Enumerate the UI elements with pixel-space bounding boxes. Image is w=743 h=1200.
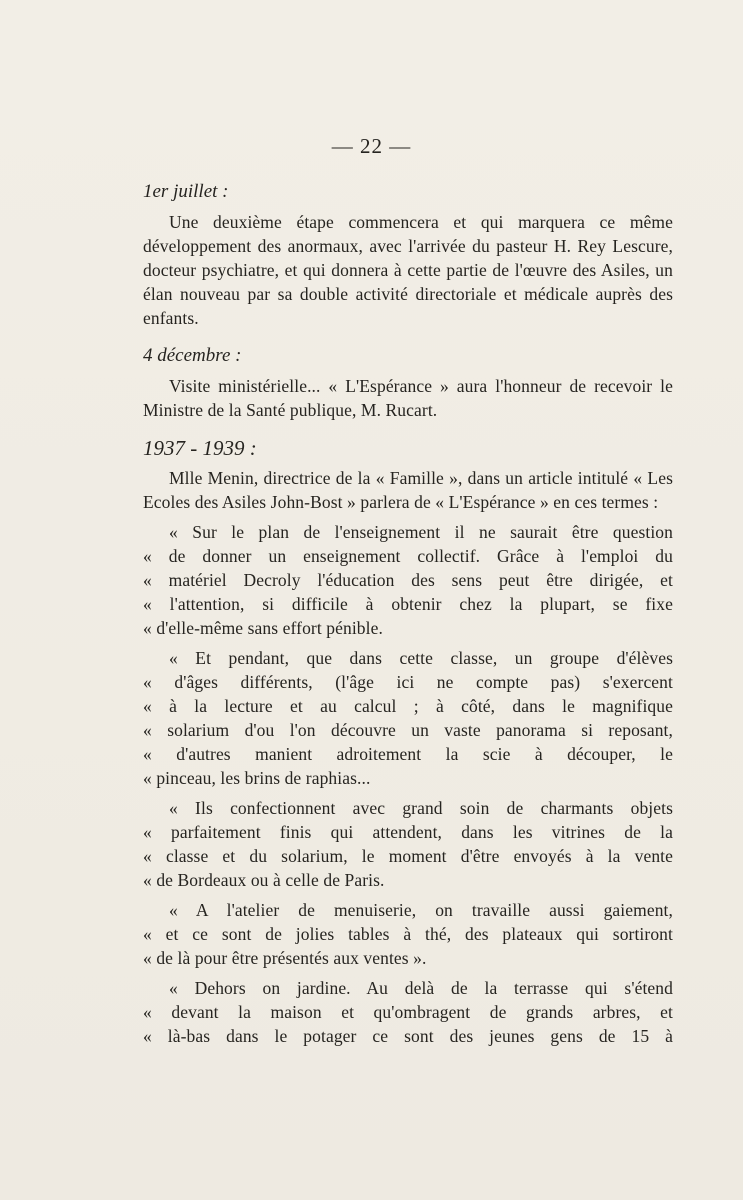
section-juillet	[143, 180, 673, 330]
quote-line: « Sur le plan de l'enseignement il ne saurait être question	[169, 522, 673, 542]
quote-line: « Dehors on jardine. Au delà de la terrasse qui s'étend	[169, 978, 673, 998]
quote-line: « devant la maison et qu'ombragent de grands arbres, et	[143, 1002, 673, 1022]
section-paragraph: Visite ministérielle... « L'Espérance » aura l'honneur de recevoir le Ministre de la Santé publique, M. Rucart.	[143, 376, 673, 420]
quote-line: « Ils confectionnent avec grand soin de charmants objets	[169, 798, 673, 818]
quote-line: « d'âges différents, (l'âge ici ne compte pas) s'exercent	[143, 672, 673, 692]
quote-paragraph	[143, 520, 673, 640]
section-decembre	[143, 344, 673, 422]
quote-line: « de Bordeaux ou à celle de Paris.	[143, 870, 385, 890]
section-heading: 1937 - 1939 :	[143, 436, 257, 460]
quote-line: « matériel Decroly l'éducation des sens peut être dirigée, et	[143, 570, 673, 590]
quote-line: « pinceau, les brins de raphias...	[143, 768, 371, 788]
quote-line: « Et pendant, que dans cette classe, un groupe d'élèves	[169, 648, 673, 668]
quote-paragraph	[143, 898, 673, 970]
section-paragraph: Une deuxième étape commencera et qui marquera ce même développement des anormaux, avec l'arrivée du pasteur H. Rey Lescure, docteur psychiatre, et qui donnera à cette partie de l'œuvre des Asiles, un élan nouveau par sa double activité directoriale et médicale auprès des enfants.	[143, 212, 673, 328]
quote-line: « parfaitement finis qui attendent, dans les vitrines de la	[143, 822, 673, 842]
quote-line: « là-bas dans le potager ce sont des jeunes gens de 15 à	[143, 1026, 673, 1046]
quote-line: « à la lecture et au calcul ; à côté, dans le magnifique	[143, 696, 673, 716]
section-paragraph: Mlle Menin, directrice de la « Famille », dans un article intitulé « Les Ecoles des Asiles John-Bost » parlera de « L'Espérance » en ces termes :	[143, 468, 673, 512]
quote-line: « de là pour être présentés aux ventes ».	[143, 948, 427, 968]
page-content	[143, 180, 673, 1062]
quote-paragraph	[143, 796, 673, 892]
quote-line: « solarium d'ou l'on découvre un vaste panorama si reposant,	[143, 720, 673, 740]
quote-line: « et ce sont de jolies tables à thé, des plateaux qui sortiront	[143, 924, 673, 944]
section-1937-1939	[143, 436, 673, 1048]
quote-line: « de donner un enseignement collectif. Grâce à l'emploi du	[143, 546, 673, 566]
quote-line: « classe et du solarium, le moment d'être envoyés à la vente	[143, 846, 673, 866]
section-heading: 4 décembre :	[143, 345, 242, 366]
page-number: — 22 —	[331, 134, 412, 158]
quote-line: « d'autres manient adroitement la scie à découper, le	[143, 744, 673, 764]
quote-paragraph	[143, 976, 673, 1048]
section-heading: 1er juillet :	[143, 181, 229, 202]
quote-line: « l'attention, si difficile à obtenir chez la plupart, se fixe	[143, 594, 673, 614]
quote-paragraph	[143, 646, 673, 790]
quote-line: « d'elle-même sans effort pénible.	[143, 618, 383, 638]
quote-line: « A l'atelier de menuiserie, on travaille aussi gaiement,	[169, 900, 673, 920]
